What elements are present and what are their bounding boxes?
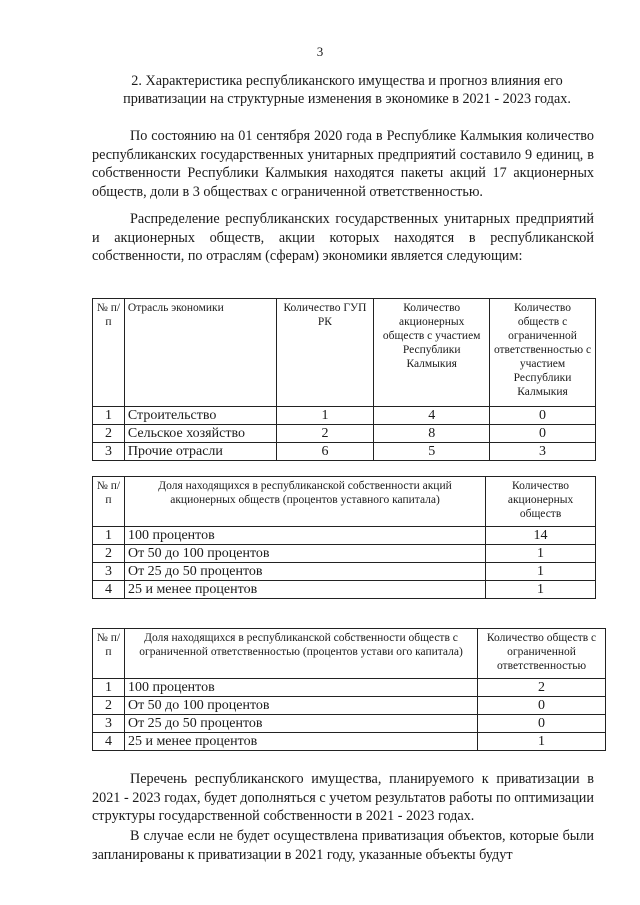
industry-name: Сельское хозяйство [124,425,276,443]
industry-name: Строительство [124,407,276,425]
ooo-count: 0 [478,715,606,733]
table-row [93,527,596,545]
row-number: 3 [93,715,125,733]
col-header-ooo-count: Количество обществ с ограниченной ответственностью [478,629,606,679]
ooo-count: 0 [490,407,596,425]
col-header-ao-count: Количество акционерных обществ [486,477,596,527]
share-range: От 50 до 100 процентов [124,697,477,715]
paragraph-1-text: По состоянию на 01 сентября 2020 года в Республике Калмыкия количество республиканских государственных унитарных предприятий составило 9 единиц, в собственности Республики Калмыкия находятся пакеты акций 17 акционерных обществ, доли в 3 обществах с ограниченной ответственностью. [92,128,594,200]
col-header-number: № п/п [93,299,125,407]
ao-count: 4 [374,407,490,425]
industry-name: Прочие отрасли [124,443,276,461]
table-header-row [93,629,606,679]
share-range: 25 и менее процентов [124,581,485,599]
ao-count: 14 [486,527,596,545]
table-row [93,443,596,461]
table-row [93,733,606,751]
gup-count: 1 [276,407,374,425]
ao-count: 1 [486,581,596,599]
col-header-number: № п/п [93,629,125,679]
col-header-ao: Количество акционерных обществ с участием Республики Калмыкия [374,299,490,407]
shares-ooo-table [92,628,606,751]
table-row [93,563,596,581]
col-header-industry: Отрасль экономики [124,299,276,407]
shares-ao-table [92,476,596,599]
paragraph-4 [92,827,594,864]
paragraph-3-text: Перечень республиканского имущества, планируемого к приватизации в 2021 - 2023 годах, будет дополняться с учетом результатов работы по оптимизации структуры государственной собственности в 2021 - 2023 годах. [92,771,594,824]
ooo-count: 0 [490,425,596,443]
row-number: 1 [93,407,125,425]
table-row [93,425,596,443]
industry-table [92,298,596,461]
col-header-ooo: Количество обществ с ограниченной ответственностью с участием Республики Калмыкия [490,299,596,407]
row-number: 3 [93,443,125,461]
ooo-count: 1 [478,733,606,751]
share-range: 100 процентов [124,527,485,545]
ao-count: 8 [374,425,490,443]
table-row [93,581,596,599]
ooo-count: 0 [478,697,606,715]
row-number: 4 [93,581,125,599]
gup-count: 6 [276,443,374,461]
table-row [93,697,606,715]
table-header-row [93,299,596,407]
table-row [93,545,596,563]
ao-count: 1 [486,545,596,563]
share-range: 100 процентов [124,679,477,697]
row-number: 2 [93,697,125,715]
gup-count: 2 [276,425,374,443]
col-header-number: № п/п [93,477,125,527]
col-header-share: Доля находящихся в республиканской собственности акций акционерных обществ (процентов уставного капитала) [124,477,485,527]
col-header-share: Доля находящихся в республиканской собственности обществ с ограниченной ответственностью (процентов устави ого капитала) [124,629,477,679]
share-range: 25 и менее процентов [124,733,477,751]
table-row [93,407,596,425]
share-range: От 50 до 100 процентов [124,545,485,563]
paragraph-4-text: В случае если не будет осуществлена приватизация объектов, которые были запланированы к приватизации в 2021 году, указанные объекты будут [92,828,594,863]
table-row [93,715,606,733]
paragraph-2 [92,210,594,266]
row-number: 1 [93,527,125,545]
row-number: 3 [93,563,125,581]
share-range: От 25 до 50 процентов [124,715,477,733]
page-number: 3 [316,44,324,59]
col-header-gup: Количество ГУП РК [276,299,374,407]
paragraph-2-text: Распределение республиканских государственных унитарных предприятий и акционерных обществ, акции которых находятся в республиканской собственности, по отраслям (сферам) экономики является следующим: [92,211,594,264]
table-row [93,679,606,697]
ooo-count: 3 [490,443,596,461]
table-header-row [93,477,596,527]
row-number: 1 [93,679,125,697]
row-number: 2 [93,545,125,563]
paragraph-1 [92,127,594,201]
section-heading: 2. Характеристика республиканского имущества и прогноз влияния его приватизации на структурные изменения в экономике в 2021 - 2023 годах. [123,73,571,107]
ao-count: 5 [374,443,490,461]
row-number: 2 [93,425,125,443]
row-number: 4 [93,733,125,751]
share-range: От 25 до 50 процентов [124,563,485,581]
paragraph-3 [92,770,594,826]
ooo-count: 2 [478,679,606,697]
ao-count: 1 [486,563,596,581]
